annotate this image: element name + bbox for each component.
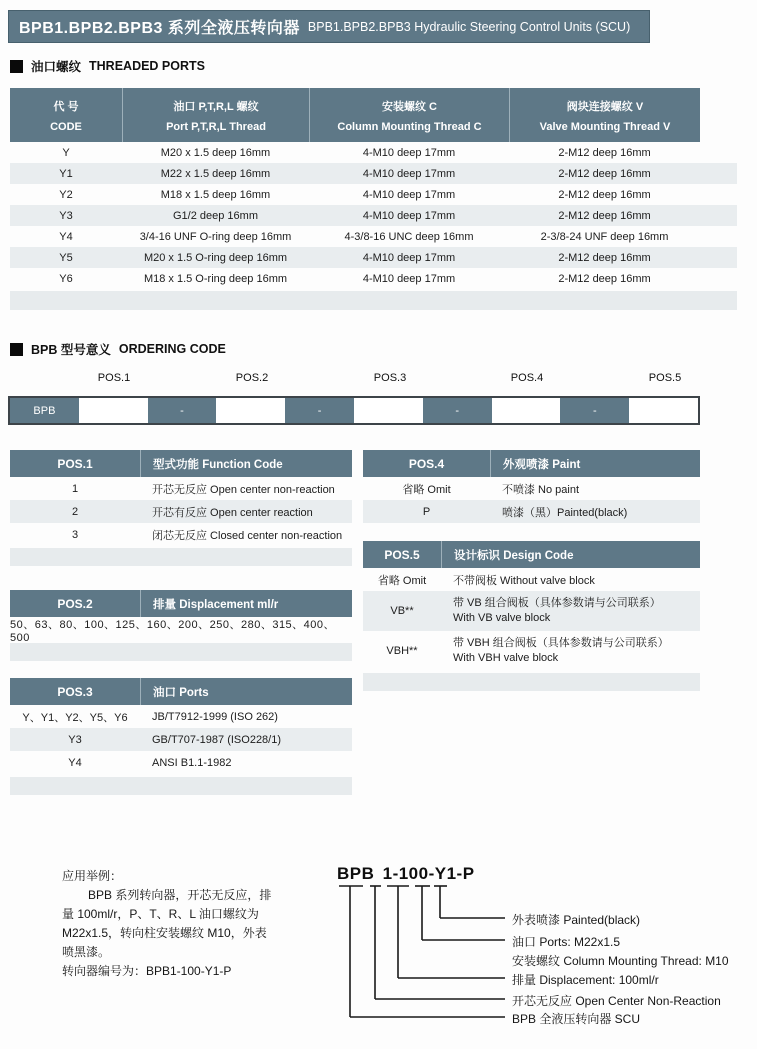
- cell-value: 不带阀板 Without valve block: [453, 574, 595, 587]
- pos5-title: POS.5: [384, 547, 420, 562]
- example-line: 量 100ml/r，P、T、R、L 油口螺纹为: [62, 907, 259, 921]
- header-code-en: CODE: [50, 120, 82, 133]
- pos4-header-label: 外观喷漆 Paint: [490, 450, 700, 477]
- cell-port: 3/4-16 UNF O-ring deep 16mm: [139, 230, 292, 243]
- bar-prefix-segment: BPB: [10, 398, 79, 423]
- threaded-ports-table: [10, 88, 737, 310]
- table-row: [10, 268, 737, 289]
- pos4-label: POS.4: [510, 372, 544, 384]
- cell-value: 不喷漆 No paint: [502, 483, 580, 496]
- table-row: [363, 591, 700, 631]
- section-square-icon: [10, 343, 23, 356]
- bar-pos2-segment: [216, 398, 285, 423]
- cell-code: 2: [71, 505, 79, 518]
- page-title-zh: BPB1.BPB2.BPB3 系列全液压转向器: [19, 20, 300, 37]
- header-column-zh: 安装螺纹 C: [382, 100, 437, 113]
- cell-column: 4-M10 deep 17mm: [362, 188, 456, 201]
- pos2-title: POS.2: [57, 596, 93, 611]
- cell-value-zh: 带 VB 组合阀板（具体参数请与公司联系）: [453, 597, 661, 609]
- cell-column: 4-M10 deep 17mm: [362, 251, 456, 264]
- cell-value: [441, 636, 700, 666]
- bar-separator-segment: -: [285, 398, 354, 423]
- cell-port: G1/2 deep 16mm: [173, 209, 258, 222]
- pos4-title: POS.4: [408, 456, 445, 471]
- cell-port: M20 x 1.5 deep 16mm: [160, 146, 271, 159]
- cell-code: P: [422, 505, 431, 518]
- section-square-icon: [10, 60, 23, 73]
- cell-port: M22 x 1.5 deep 16mm: [160, 167, 271, 180]
- header-column-en: Column Mounting Thread C: [337, 120, 482, 133]
- cell-code: 省略 Omit: [377, 574, 427, 587]
- pos2-displacement-values: 50、63、80、100、125、160、200、250、280、315、400、500: [10, 618, 336, 644]
- pos2-header-label: 排量 Displacement ml/r: [140, 590, 352, 617]
- cell-code: Y2: [59, 188, 73, 201]
- page-title-en: BPB1.BPB2.BPB3 Hydraulic Steering Control Units (SCU): [307, 19, 631, 34]
- cell-valve: 2-M12 deep 16mm: [558, 272, 651, 285]
- cell-port: M20 x 1.5 O-ring deep 16mm: [143, 251, 288, 264]
- header-cell-port-thread: [122, 88, 309, 142]
- example-line: BPB 系列转向器，开芯无反应，排: [88, 888, 272, 902]
- cell-valve: 2-3/8-24 UNF deep 16mm: [540, 230, 669, 243]
- pos5-label: POS.5: [648, 372, 682, 384]
- pos3-title: POS.3: [57, 684, 93, 699]
- pos5-table-header: [363, 541, 700, 568]
- table-row: [10, 163, 737, 184]
- table-row: [10, 142, 737, 163]
- cell-code: Y3: [68, 733, 82, 746]
- bar-separator-segment: -: [148, 398, 217, 423]
- cell-valve: 2-M12 deep 16mm: [558, 167, 651, 180]
- pos1-header-label: 型式功能 Function Code: [140, 450, 352, 477]
- header-cell-valve-thread: [509, 88, 700, 142]
- table-footer-band: [10, 548, 352, 566]
- table-footer-band: [363, 673, 700, 691]
- cell-valve: 2-M12 deep 16mm: [558, 251, 651, 264]
- section-threaded-en: THREADED PORTS: [89, 59, 205, 73]
- pos2-table: [10, 590, 352, 661]
- cell-valve: 2-M12 deep 16mm: [558, 188, 651, 201]
- bar-pos4-segment: [492, 398, 561, 423]
- bar-pos3-segment: [354, 398, 423, 423]
- pos5-header-label: 设计标识 Design Code: [441, 541, 700, 568]
- cell-code: Y6: [59, 272, 73, 285]
- example-part-number: BPB 1-100-Y1-P: [337, 864, 475, 883]
- section-heading-threaded-ports: [10, 57, 205, 75]
- ordering-code-bar: [8, 396, 700, 425]
- header-valve-zh: 阀块连接螺纹 V: [566, 100, 644, 113]
- example-line: M22x1.5，转向柱安装螺纹 M10，外表: [62, 926, 267, 940]
- cell-column: 4-M10 deep 17mm: [362, 272, 456, 285]
- cell-value: GB/T707-1987 (ISO228/1): [152, 733, 282, 746]
- pos1-table-header: [10, 450, 352, 477]
- cell-column: 4-M10 deep 17mm: [362, 209, 456, 222]
- table-footer-band: [10, 643, 352, 661]
- cell-code: Y1: [59, 167, 73, 180]
- cell-value-en: With VBH valve block: [453, 652, 559, 664]
- table-row: [363, 568, 700, 591]
- header-cell-code: [10, 88, 122, 142]
- table-row: [10, 705, 352, 728]
- section-ordering-en: ORDERING CODE: [118, 342, 226, 356]
- bar-separator-segment: -: [560, 398, 629, 423]
- application-example: [62, 867, 354, 981]
- pos3-header-label: 油口 Ports: [140, 678, 352, 705]
- section-threaded-zh: 油口螺纹: [31, 60, 82, 74]
- header-valve-en: Valve Mounting Thread V: [539, 120, 671, 133]
- cell-value-zh: 带 VBH 组合阀板（具体参数请与公司联系）: [453, 637, 669, 649]
- bar-pos5-segment: [629, 398, 698, 423]
- pos5-table: [363, 541, 700, 691]
- table-row: [363, 631, 700, 671]
- cell-code: Y4: [59, 230, 73, 243]
- table-row: [10, 205, 737, 226]
- cell-valve: 2-M12 deep 16mm: [558, 146, 651, 159]
- table-footer-band: [10, 291, 737, 310]
- cell-code: Y、Y1、Y2、Y5、Y6: [22, 711, 128, 724]
- cell-column: 4-3/8-16 UNC deep 16mm: [344, 230, 474, 243]
- cell-port: M18 x 1.5 deep 16mm: [160, 188, 271, 201]
- table-row: [363, 477, 700, 500]
- callout-mounting-thread: 安装螺纹 Column Mounting Thread: M10: [512, 954, 729, 968]
- cell-value: 闭芯无反应 Closed center non-reaction: [152, 529, 343, 542]
- pos2-table-header: [10, 590, 352, 617]
- cell-code: Y5: [59, 251, 73, 264]
- cell-column: 4-M10 deep 17mm: [362, 167, 456, 180]
- cell-column: 4-M10 deep 17mm: [362, 146, 456, 159]
- table-row: [10, 523, 352, 546]
- cell-code: Y: [62, 146, 70, 159]
- cell-value: 喷漆（黑）Painted(black): [502, 506, 628, 519]
- cell-code: Y4: [68, 756, 82, 769]
- cell-code: VB**: [390, 605, 414, 617]
- cell-code: 1: [71, 482, 79, 495]
- pos4-table-header: [363, 450, 700, 477]
- cell-code: Y3: [59, 209, 73, 222]
- cell-value: 开芯无反应 Open center non-reaction: [152, 483, 335, 496]
- table-footer-band: [10, 777, 352, 795]
- pos1-title: POS.1: [57, 456, 93, 471]
- cell-code: 省略 Omit: [402, 483, 451, 496]
- table-row: [10, 184, 737, 205]
- header-port-en: Port P,T,R,L Thread: [166, 120, 266, 133]
- cell-value: ANSI B1.1-1982: [152, 756, 232, 769]
- cell-value: JB/T7912-1999 (ISO 262): [152, 710, 278, 723]
- example-heading: 应用举例：: [62, 869, 123, 883]
- cell-value: 开芯有反应 Open center reaction: [152, 506, 313, 519]
- cell-port: M18 x 1.5 O-ring deep 16mm: [143, 272, 288, 285]
- table-row: [10, 226, 737, 247]
- cell-code: VBH**: [386, 645, 418, 657]
- table-row: [10, 751, 352, 774]
- pos3-table: [10, 678, 352, 795]
- section-heading-ordering-code: [10, 340, 226, 358]
- example-line: 喷黑漆。: [62, 945, 111, 959]
- section-ordering-zh: BPB 型号意义: [31, 343, 111, 357]
- header-cell-column-thread: [309, 88, 509, 142]
- callout-function: 开芯无反应 Open Center Non-Reaction: [512, 994, 721, 1008]
- cell-valve: 2-M12 deep 16mm: [558, 209, 651, 222]
- cell-value-en: With VB valve block: [453, 612, 551, 624]
- header-port-zh: 油口 P,T,R,L 螺纹: [173, 100, 259, 113]
- pos1-table: [10, 450, 352, 566]
- page-title-bar: [8, 10, 650, 43]
- callout-displacement: 排量 Displacement: 100ml/r: [512, 973, 659, 987]
- table-row: [10, 728, 352, 751]
- callout-ports: 油口 Ports: M22x1.5: [512, 935, 621, 949]
- table-row: [10, 247, 737, 268]
- pos4-table: [363, 450, 700, 523]
- pos1-label: POS.1: [97, 372, 131, 384]
- table-row: [363, 500, 700, 523]
- pos3-label: POS.3: [373, 372, 407, 384]
- table-row: [10, 500, 352, 523]
- pos2-label: POS.2: [235, 372, 269, 384]
- pos3-table-header: [10, 678, 352, 705]
- callout-paint: 外表喷漆 Painted(black): [512, 913, 641, 927]
- table-row: [10, 477, 352, 500]
- threaded-ports-table-header: [10, 88, 700, 142]
- cell-value: [441, 596, 700, 626]
- bar-pos1-segment: [79, 398, 148, 423]
- cell-code: 3: [71, 528, 79, 541]
- header-code-zh: 代 号: [53, 100, 79, 113]
- callout-series: BPB 全液压转向器 SCU: [512, 1012, 641, 1026]
- bar-separator-segment: -: [423, 398, 492, 423]
- example-line: 转向器编号为：BPB1-100-Y1-P: [62, 964, 232, 978]
